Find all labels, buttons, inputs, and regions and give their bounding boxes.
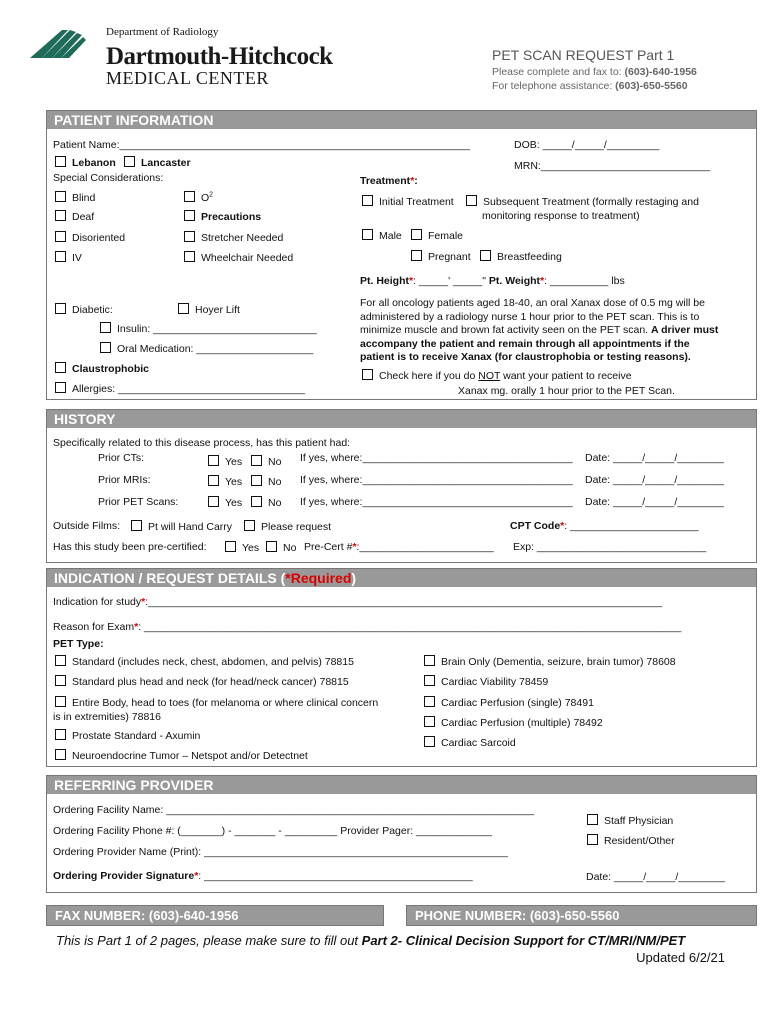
fax-number-bar: FAX NUMBER: (603)-640-1956 (46, 905, 384, 926)
special-considerations-label: Special Considerations: (53, 172, 164, 184)
location-lancaster[interactable]: Lancaster (124, 156, 191, 169)
diabetic-option[interactable]: Diabetic: (55, 303, 113, 316)
subsequent-treatment-option[interactable]: Subsequent Treatment (formally restaging and (466, 195, 699, 208)
indication-field[interactable]: Indication for study*:________________________________________________________________________________________ (53, 596, 663, 608)
precertified-label: Has this study been pre-certified: (53, 541, 207, 553)
precertified-no[interactable]: No (266, 541, 296, 554)
pet-standard-option[interactable]: Standard (includes neck, chest, abdomen, and pelvis) 78815 (55, 655, 354, 668)
wheelchair-option[interactable]: Wheelchair Needed (184, 251, 293, 264)
checkbox-icon[interactable] (362, 369, 373, 380)
pet-brain-option[interactable]: Brain Only (Dementia, seizure, brain tumor) 78608 (424, 655, 676, 668)
checkbox-icon[interactable] (251, 496, 262, 507)
precert-number-field[interactable]: Pre-Cert #*:_______________________ (304, 541, 494, 553)
iv-option[interactable]: IV (55, 251, 82, 264)
checkbox-icon[interactable] (208, 496, 219, 507)
no-xanax-detail: Xanax mg. orally 1 hour prior to the PET Scan. (458, 385, 675, 397)
allergies-option[interactable]: Allergies: ________________________________ (55, 382, 305, 395)
mrn-field[interactable]: MRN:_____________________________ (514, 160, 711, 172)
checkbox-icon[interactable] (55, 696, 66, 707)
prior-cts-no[interactable]: No (251, 455, 281, 468)
prior-mris-label: Prior MRIs: (98, 474, 151, 486)
prior-pet-no[interactable]: No (251, 496, 281, 509)
provider-name-field[interactable]: Ordering Provider Name (Print): ____________________________________________________ (53, 846, 508, 858)
checkbox-icon[interactable] (55, 251, 66, 262)
form-title: PET SCAN REQUEST Part 1 (492, 47, 675, 63)
pet-cardiac-viability-option[interactable]: Cardiac Viability 78459 (424, 675, 548, 688)
checkbox-icon[interactable] (244, 520, 255, 531)
blind-option[interactable]: Blind (55, 191, 95, 204)
exp-field[interactable]: Exp: _____________________________ (513, 541, 707, 553)
checkbox-icon[interactable] (184, 210, 195, 221)
fax-instruction: Please complete and fax to: (603)-640-1956 (492, 66, 697, 78)
prior-cts-yes[interactable]: Yes (208, 455, 242, 468)
section-header: HISTORY (47, 410, 756, 428)
prior-pet-date[interactable]: Date: _____/_____/________ (585, 496, 724, 508)
checkbox-icon[interactable] (184, 231, 195, 242)
checkbox-icon[interactable] (55, 749, 66, 760)
checkbox-icon[interactable] (55, 362, 66, 373)
checkbox-icon[interactable] (100, 322, 111, 333)
checkbox-icon[interactable] (178, 303, 189, 314)
history-intro: Specifically related to this disease process, has this patient had: (53, 437, 351, 449)
checkbox-icon[interactable] (411, 250, 422, 261)
hoyer-lift-option[interactable]: Hoyer Lift (178, 303, 240, 316)
section-header: PATIENT INFORMATION (47, 111, 756, 129)
checkbox-icon[interactable] (587, 834, 598, 845)
checkbox-icon[interactable] (424, 696, 435, 707)
o2-option[interactable]: $O^2$ (184, 191, 213, 204)
dob-field[interactable]: DOB: _____/_____/_________ (514, 139, 660, 151)
pet-neuroendocrine-option[interactable]: Neuroendocrine Tumor – Netspot and/or Detectnet (55, 749, 308, 762)
checkbox-icon[interactable] (55, 675, 66, 686)
facility-phone-field[interactable]: Ordering Facility Phone #: (_______) - _______ - _________ Provider Pager: _____________ (53, 825, 492, 837)
section-header: REFERRING PROVIDER (47, 776, 756, 794)
checkbox-icon[interactable] (480, 250, 491, 261)
checkbox-icon[interactable] (424, 716, 435, 727)
department-label: Department of Radiology (106, 26, 219, 38)
pet-entire-body-option[interactable]: Entire Body, head to toes (for melanoma or where clinical concern (55, 696, 378, 709)
oral-medication-option[interactable]: Oral Medication: ____________________ (100, 342, 313, 355)
pet-entire-body-detail: is in extremities) 78816 (53, 711, 161, 723)
checkbox-icon[interactable] (184, 191, 195, 202)
pet-cardiac-sarcoid-option[interactable]: Cardiac Sarcoid (424, 736, 516, 749)
pet-standard-plus-option[interactable]: Standard plus head and neck (for head/neck cancer) 78815 (55, 675, 349, 688)
checkbox-icon[interactable] (55, 210, 66, 221)
checkbox-icon[interactable] (424, 736, 435, 747)
prior-mris-date[interactable]: Date: _____/_____/________ (585, 474, 724, 486)
checkbox-icon[interactable] (124, 156, 135, 167)
provider-date-field[interactable]: Date: _____/_____/________ (586, 871, 725, 883)
outside-films-label: Outside Films: (53, 520, 121, 532)
deaf-option[interactable]: Deaf (55, 210, 94, 223)
checkbox-icon[interactable] (55, 191, 66, 202)
history-section (46, 409, 757, 563)
stretcher-option[interactable]: Stretcher Needed (184, 231, 283, 244)
checkbox-icon[interactable] (266, 541, 277, 552)
prior-pet-where[interactable]: If yes, where:____________________________________ (300, 496, 573, 508)
xanax-notice: For all oncology patients aged 18-40, an oral Xanax dose of 0.5 mg will be administered by a radiology nurse 1 hour prior to the PET scan. This is to minimize muscle and brown fat activity seen on the PET scan. A driver must accompany the patient and remain through all appointments if the patient is to receive Xanax (for claustrophobia or testing reasons). (360, 297, 719, 363)
checkbox-icon[interactable] (55, 303, 66, 314)
checkbox-icon[interactable] (466, 195, 477, 206)
checkbox-icon[interactable] (251, 455, 262, 466)
checkbox-icon[interactable] (208, 475, 219, 486)
footer-note: This is Part 1 of 2 pages, please make sure to fill out Part 2- Clinical Decision Support for CT/MRI/NM/PET (56, 933, 686, 948)
staff-physician-option[interactable]: Staff Physician (587, 814, 673, 827)
precautions-option[interactable]: Precautions (184, 210, 261, 223)
prior-pet-yes[interactable]: Yes (208, 496, 242, 509)
prior-mris-yes[interactable]: Yes (208, 475, 242, 488)
checkbox-icon[interactable] (362, 229, 373, 240)
checkbox-icon[interactable] (362, 195, 373, 206)
checkbox-icon[interactable] (131, 520, 142, 531)
pregnant-option[interactable]: Pregnant (411, 250, 471, 263)
checkbox-icon[interactable] (225, 541, 236, 552)
facility-name-field[interactable]: Ordering Facility Name: _______________________________________________________________ (53, 804, 535, 816)
patient-name-field[interactable]: Patient Name:____________________________________________________________ (53, 139, 470, 151)
checkbox-icon[interactable] (411, 229, 422, 240)
checkbox-icon[interactable] (55, 156, 66, 167)
checkbox-icon[interactable] (184, 251, 195, 262)
resident-other-option[interactable]: Resident/Other (587, 834, 675, 847)
prior-cts-where[interactable]: If yes, where:____________________________________ (300, 452, 573, 464)
prior-mris-where[interactable]: If yes, where:____________________________________ (300, 474, 573, 486)
section-header: INDICATION / REQUEST DETAILS (*Required) (47, 569, 756, 587)
treatment-label: Treatment*: (360, 175, 418, 187)
prior-pet-label: Prior PET Scans: (98, 496, 179, 508)
female-option[interactable]: Female (411, 229, 463, 242)
checkbox-icon[interactable] (100, 342, 111, 353)
org-name: Dartmouth-Hitchcock (106, 43, 333, 70)
location-lebanon[interactable]: Lebanon (55, 156, 116, 169)
dhmc-logo-icon (28, 26, 88, 60)
subsequent-treatment-detail: monitoring response to treatment) (482, 210, 640, 222)
checkbox-icon[interactable] (55, 729, 66, 740)
height-weight-field[interactable]: Pt. Height*: _____' _____" Pt. Weight*: __________ lbs (360, 275, 625, 287)
checkbox-icon[interactable] (424, 675, 435, 686)
pet-type-label: PET Type: (53, 638, 104, 650)
pet-perfusion-single-option[interactable]: Cardiac Perfusion (single) 78491 (424, 696, 594, 709)
checkbox-icon[interactable] (55, 231, 66, 242)
precertified-yes[interactable]: Yes (225, 541, 259, 554)
checkbox-icon[interactable] (208, 455, 219, 466)
hand-carry-option[interactable]: Pt will Hand Carry (131, 520, 232, 533)
prior-mris-no[interactable]: No (251, 475, 281, 488)
cpt-code-field[interactable]: CPT Code*: ______________________ (510, 520, 699, 532)
disoriented-option[interactable]: Disoriented (55, 231, 125, 244)
updated-date: Updated 6/2/21 (636, 950, 725, 965)
phone-instruction: For telephone assistance: (603)-650-5560 (492, 80, 688, 92)
phone-number-bar: PHONE NUMBER: (603)-650-5560 (406, 905, 757, 926)
insulin-option[interactable]: Insulin: ____________________________ (100, 322, 317, 335)
prior-cts-label: Prior CTs: (98, 452, 145, 464)
please-request-option[interactable]: Please request (244, 520, 331, 533)
org-subtitle: MEDICAL CENTER (106, 68, 269, 88)
pet-perfusion-multiple-option[interactable]: Cardiac Perfusion (multiple) 78492 (424, 716, 603, 729)
checkbox-icon[interactable] (55, 382, 66, 393)
pet-prostate-option[interactable]: Prostate Standard - Axumin (55, 729, 200, 742)
initial-treatment-option[interactable]: Initial Treatment (362, 195, 454, 208)
male-option[interactable]: Male (362, 229, 402, 242)
checkbox-icon[interactable] (587, 814, 598, 825)
provider-signature-field[interactable]: Ordering Provider Signature*: ______________________________________________ (53, 870, 473, 882)
prior-cts-date[interactable]: Date: _____/_____/________ (585, 452, 724, 464)
checkbox-icon[interactable] (251, 475, 262, 486)
checkbox-icon[interactable] (55, 655, 66, 666)
breastfeeding-option[interactable]: Breastfeeding (480, 250, 562, 263)
checkbox-icon[interactable] (424, 655, 435, 666)
claustrophobic-option[interactable]: Claustrophobic (55, 362, 149, 375)
no-xanax-option[interactable]: Check here if you do NOT want your patient to receive (362, 369, 632, 382)
reason-field[interactable]: Reason for Exam*: ____________________________________________________________________________________________ (53, 621, 682, 633)
